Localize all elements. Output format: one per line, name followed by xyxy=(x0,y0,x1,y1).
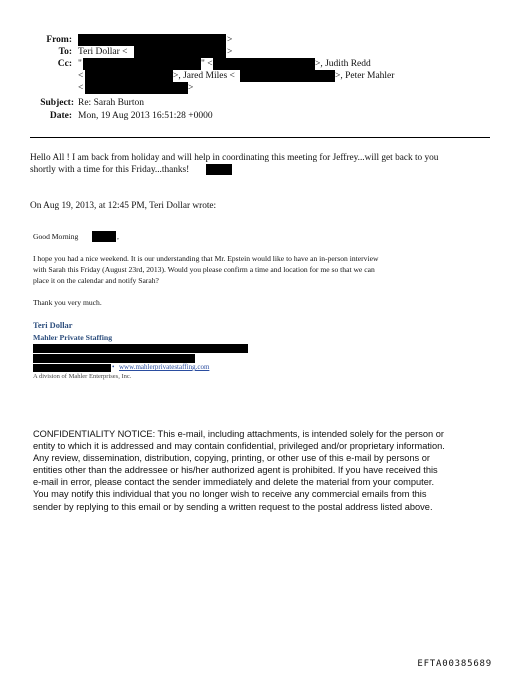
cc-line3-tail: > xyxy=(188,83,194,93)
header-divider xyxy=(30,137,490,138)
cc-line1-tail: >, Judith Redd xyxy=(315,59,371,69)
signature-division: A division of Mahler Enterprises, Inc. xyxy=(33,373,132,380)
confidentiality-line: sender by replying to this email or by sending a written request to the postal address listed above. xyxy=(33,501,433,512)
redaction-cc1a xyxy=(83,58,201,70)
cc-line1-mid: " < xyxy=(201,59,213,69)
cc-line2-open: < xyxy=(78,71,84,81)
signature-name: Teri Dollar xyxy=(33,321,73,330)
to-label: To: xyxy=(58,47,72,57)
from-tail: > xyxy=(227,35,233,45)
date-label: Date: xyxy=(49,111,72,121)
redaction-to xyxy=(134,46,226,58)
quote-para-line-2: with Sarah this Friday (August 23rd, 2013). Would you please confirm a time and location for me so that we can xyxy=(33,265,375,274)
to-tail: > xyxy=(227,47,233,57)
reply-line-2: shortly with a time for this Friday...thanks! xyxy=(30,165,190,175)
quote-para-line-3: place it on the calendar and notify Sarah? xyxy=(33,276,159,285)
confidentiality-line: You may notify this individual that you no longer wish to receive any commercial emails from this xyxy=(33,489,427,500)
redaction-cc3 xyxy=(85,82,188,94)
cc-line2-tail: >, Peter Mahler xyxy=(335,71,395,81)
redaction-cc2b xyxy=(240,70,335,82)
document-id: EFTA00385689 xyxy=(417,659,492,669)
redaction-reply-signoff xyxy=(206,164,232,175)
signature-company: Mahler Private Staffing xyxy=(33,333,113,342)
date-value: Mon, 19 Aug 2013 16:51:28 +0000 xyxy=(78,111,213,121)
cc-line3-open: < xyxy=(78,83,84,93)
confidentiality-line: Any review, dissemination, distribution, copying, printing, or other use of this e-mail by persons or xyxy=(33,453,430,464)
cc-line2-mid: >, Jared Miles < xyxy=(173,71,235,81)
redaction-from xyxy=(78,34,226,46)
redaction-sig-line-3 xyxy=(33,364,111,372)
confidentiality-line: entity to which it is addressed and may contain confidential, privileged and/or proprietary information. xyxy=(33,441,445,452)
confidentiality-line: CONFIDENTIALITY NOTICE: This e-mail, including attachments, is intended solely for the person or xyxy=(33,429,444,439)
from-label: From: xyxy=(46,35,72,45)
website-link[interactable]: www.mahlerprivatestaffing.com xyxy=(119,363,210,371)
quote-thanks: Thank you very much. xyxy=(33,298,102,307)
cc-label: Cc: xyxy=(57,59,72,69)
website-bullet: • xyxy=(112,363,115,371)
quote-attribution: On Aug 19, 2013, at 12:45 PM, Teri Dollar wrote: xyxy=(30,201,217,211)
redaction-cc1b xyxy=(213,58,315,70)
redaction-greeting-name xyxy=(92,231,116,242)
confidentiality-notice xyxy=(33,428,493,513)
subject-label: Subject: xyxy=(40,98,74,108)
confidentiality-line: entities other than the addressee or his/her authorized agent is prohibited. If you have received this xyxy=(33,465,438,476)
to-name: Teri Dollar < xyxy=(78,47,128,57)
quote-greeting: Good Morning xyxy=(33,232,79,241)
cc-line1-open: " xyxy=(78,59,82,69)
redaction-cc2a xyxy=(85,70,173,82)
quote-greeting-tail: , xyxy=(117,232,119,241)
confidentiality-line: e-mail in error, please contact the sender immediately and delete the material from your computer. xyxy=(33,477,435,488)
reply-line-1: Hello All ! I am back from holiday and will help in coordinating this meeting for Jeffrey...will get back to you xyxy=(30,153,439,163)
quote-para-line-1: I hope you had a nice weekend. It is our understanding that Mr. Epstein would like to have an in-person interview xyxy=(33,254,379,263)
subject-value: Re: Sarah Burton xyxy=(78,98,144,108)
redaction-sig-line-1 xyxy=(33,344,248,353)
